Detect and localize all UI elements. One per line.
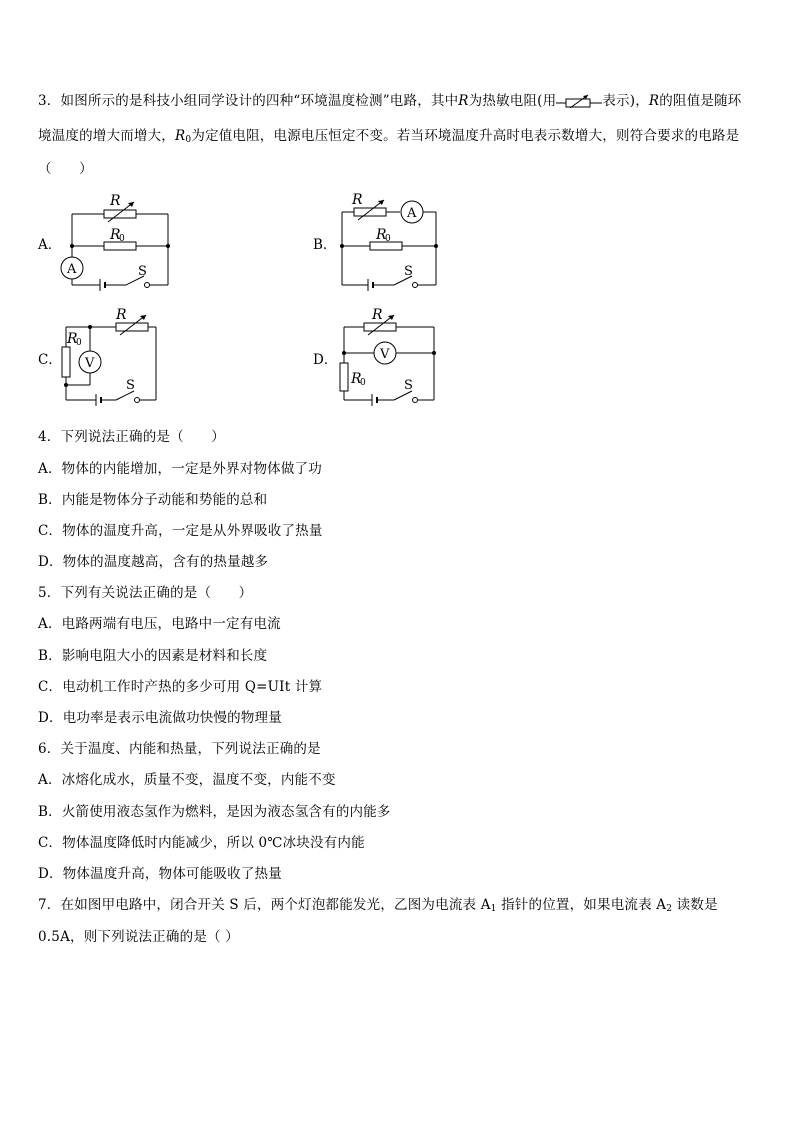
q6-option-b: B．火箭使用液态氢作为燃料，是因为液态氢含有的内能多: [38, 804, 391, 820]
q7-line2: 0.5A，则下列说法正确的是（ ）: [38, 929, 239, 945]
voltmeter-symbol: V: [85, 356, 95, 371]
q6-stem: 6．关于温度、内能和热量，下列说法正确的是: [38, 741, 321, 757]
q4-stem: 4．下列说法正确的是（ ）: [38, 429, 225, 445]
thermistor-symbol-icon: [556, 94, 602, 112]
q5-option-b: B．影响电阻大小的因素是材料和长度: [38, 648, 268, 664]
ammeter-symbol: A: [67, 262, 77, 277]
fixed-resistor-label: R: [376, 227, 387, 243]
fixed-resistor-label: R: [110, 227, 121, 243]
q5-stem: 5．下列有关说法正确的是（ ）: [38, 585, 253, 601]
q6-option-c: C．物体温度降低时内能减少，所以 0℃冰块没有内能: [38, 835, 365, 851]
switch-label: S: [404, 264, 413, 279]
fixed-resistor-label: R: [351, 371, 362, 387]
ammeter-symbol: A: [407, 206, 417, 221]
q3-line2: 境温度的增大而增大，$R_0$为定值电阻，电源电压恒定不变。若当环境温度升高时电表示数增大，则符合要求的电路是: [38, 128, 740, 145]
switch-label: S: [138, 264, 147, 279]
q6-option-a: A．冰熔化成水，质量不变，温度不变，内能不变: [38, 772, 336, 788]
fixed-resistor-label: R: [67, 331, 78, 347]
switch-label: S: [126, 378, 135, 393]
q5-option-a: A．电路两端有电压，电路中一定有电流: [38, 616, 281, 632]
circuit-c: [58, 303, 168, 413]
circuit-a: [56, 188, 176, 298]
option-c-label: C．: [38, 352, 62, 368]
circuit-d: [334, 303, 444, 413]
thermistor-label: R: [352, 192, 363, 208]
circuit-b: [332, 188, 452, 298]
switch-label: S: [404, 378, 413, 393]
svg-text:0: 0: [119, 234, 125, 244]
q4-option-a: A．物体的内能增加，一定是外界对物体做了功: [38, 461, 322, 477]
svg-text:0: 0: [385, 234, 391, 244]
svg-text:0: 0: [360, 378, 366, 388]
q7-line1: 7．在如图甲电路中，闭合开关 S 后，两个灯泡都能发光，乙图为电流表 $A_1$ 指针的位置，如果电流表 $A_2$ 读数是: [38, 897, 718, 914]
q4-option-b: B．内能是物体分子动能和势能的总和: [38, 492, 268, 508]
q5-option-d: D．电功率是表示电流做功快慢的物理量: [38, 710, 282, 726]
q3-line3: （ ）: [38, 161, 93, 177]
thermistor-label: R: [110, 193, 121, 209]
thermistor-label: R: [116, 307, 127, 323]
option-a-label: A．: [38, 237, 62, 253]
voltmeter-symbol: V: [380, 347, 390, 362]
svg-text:0: 0: [76, 338, 82, 348]
q6-option-d: D．物体温度升高，物体可能吸收了热量: [38, 866, 282, 882]
option-d-label: D．: [313, 352, 338, 368]
q3-line1: 3．如图所示的是科技小组同学设计的四种“环境温度检测”电路，其中R为热敏电阻(用 表示)，R的阻值是随环: [38, 89, 742, 112]
q4-option-d: D．物体的温度越高，含有的热量越多: [38, 554, 269, 570]
thermistor-label: R: [372, 307, 383, 323]
q5-option-c: C．电动机工作时产热的多少可用 Q=UIt 计算: [38, 679, 323, 695]
option-b-label: B．: [313, 237, 337, 253]
q4-option-c: C．物体的温度升高，一定是从外界吸收了热量: [38, 523, 323, 539]
